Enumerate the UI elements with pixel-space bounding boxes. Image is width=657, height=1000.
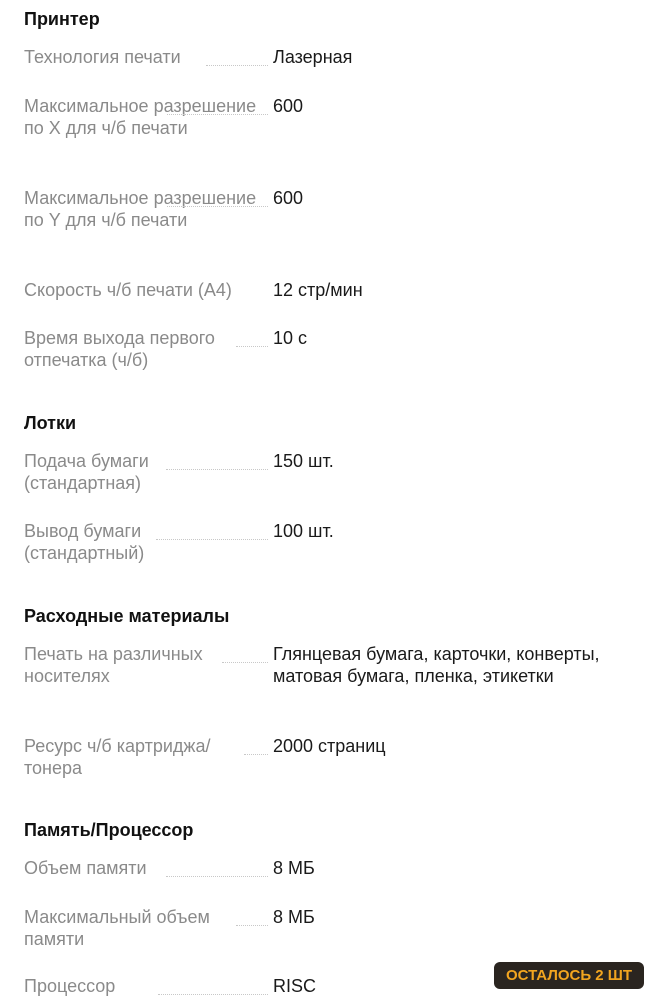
leader-dots <box>167 114 268 115</box>
spec-label: Технология печати <box>24 47 181 67</box>
spec-value: Глянцевая бумага, карточки, конверты, матовая бумага, пленка, этикетки <box>273 644 600 686</box>
leader-dots <box>166 876 268 877</box>
spec-value: 8 МБ <box>273 858 315 878</box>
spec-label: Время выхода первого отпечатка (ч/б) <box>24 328 215 370</box>
leader-dots <box>236 925 268 926</box>
leader-dots <box>167 206 268 207</box>
spec-label: Скорость ч/б печати (А4) <box>24 280 232 300</box>
spec-label: Ресурс ч/б картриджа/тонера <box>24 736 211 778</box>
spec-value: 10 с <box>273 328 308 348</box>
spec-value: 100 шт. <box>273 521 334 541</box>
leader-dots <box>236 346 268 347</box>
spec-label: Процессор <box>24 976 116 996</box>
spec-value: 8 МБ <box>273 907 315 927</box>
leader-dots <box>244 754 268 755</box>
leader-dots <box>158 994 268 995</box>
section-title-consumables: Расходные материалы <box>24 606 230 626</box>
spec-label: Объем памяти <box>24 858 147 878</box>
section-title-trays: Лотки <box>24 413 77 433</box>
spec-value: 2000 страниц <box>273 736 386 756</box>
spec-label: Максимальное разрешение по X для ч/б печати <box>24 96 257 138</box>
spec-value: RISC <box>273 976 317 996</box>
spec-label: Максимальный объем памяти <box>24 907 210 949</box>
spec-label: Вывод бумаги (стандартный) <box>24 521 145 563</box>
spec-value: 600 <box>273 188 304 208</box>
section-title-memory: Память/Процессор <box>24 820 194 840</box>
spec-value: 150 шт. <box>273 451 334 471</box>
spec-label: Максимальное разрешение по Y для ч/б печати <box>24 188 257 230</box>
spec-label: Подача бумаги (стандартная) <box>24 451 149 493</box>
spec-value: Лазерная <box>273 47 353 67</box>
spec-value: 12 стр/мин <box>273 280 363 300</box>
leader-dots <box>222 662 268 663</box>
spec-value: 600 <box>273 96 304 116</box>
stock-remaining-badge: ОСТАЛОСЬ 2 ШТ <box>494 962 644 989</box>
leader-dots <box>166 469 268 470</box>
section-title-printer: Принтер <box>24 9 100 29</box>
spec-label: Печать на различных носителях <box>24 644 203 686</box>
leader-dots <box>156 539 268 540</box>
leader-dots <box>206 65 268 66</box>
